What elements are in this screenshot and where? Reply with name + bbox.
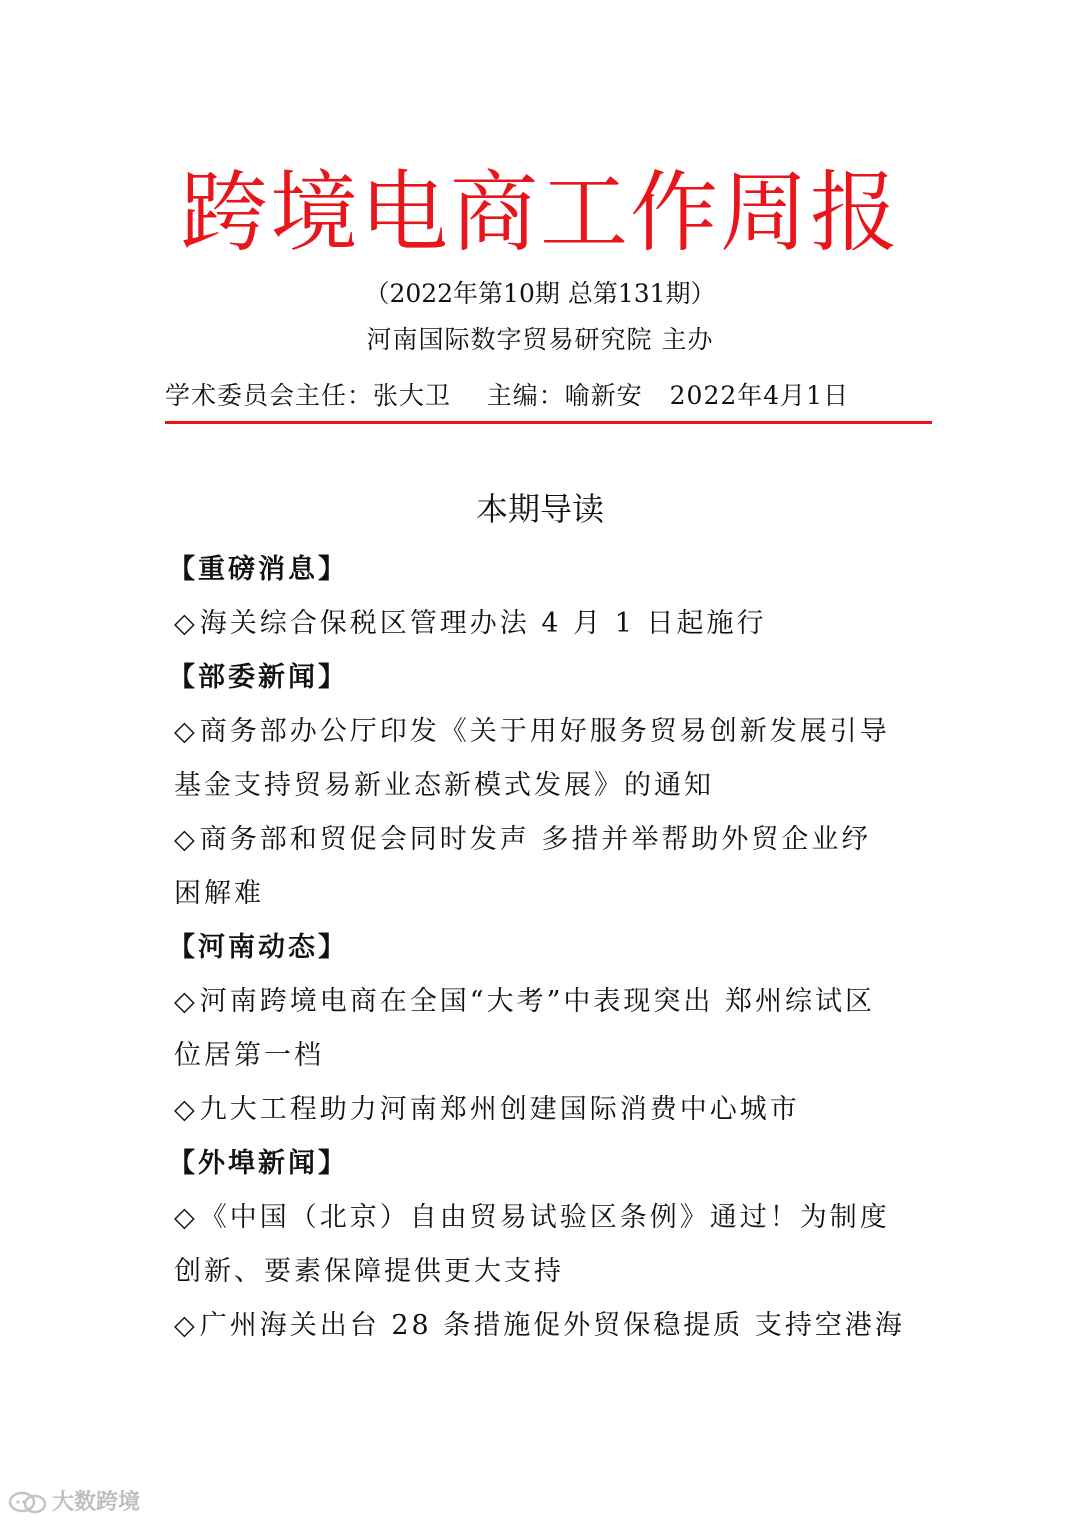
- toc-entry: [174, 597, 919, 651]
- section-label: 【重磅消息】: [168, 554, 348, 585]
- watermark-text: 大数跨境: [52, 1490, 141, 1515]
- toc-entry-text: 河南跨境电商在全国“大考”中表现突出 郑州综试区: [199, 986, 875, 1017]
- chat-bubble-logo-icon: [8, 1490, 48, 1516]
- toc-entry: [174, 975, 919, 1029]
- toc-entry-text: 商务部和贸促会同时发声 多措并举帮助外贸企业纾: [199, 824, 872, 855]
- toc-entry-text: 《中国（北京）自由贸易试验区条例》通过！为制度: [199, 1202, 890, 1233]
- toc-heading: 本期导读: [475, 490, 604, 528]
- toc-entry-continuation: [174, 867, 919, 921]
- issue-number: （2022年第10期 总第131期）: [364, 279, 716, 308]
- sponsor-line: 河南国际数字贸易研究院 主办: [366, 325, 714, 354]
- section-label: 【河南动态】: [168, 932, 348, 963]
- toc-entry-continuation: [174, 1029, 919, 1083]
- toc-entry-text: 位居第一档: [174, 1040, 324, 1071]
- toc-entry: [174, 705, 919, 759]
- diamond-bullet-icon: ◇: [174, 824, 198, 855]
- toc-entry-text: 创新、要素保障提供更大支持: [174, 1256, 564, 1287]
- toc-entry-text: 商务部办公厅印发《关于用好服务贸易创新发展引导: [199, 716, 890, 747]
- diamond-bullet-icon: ◇: [174, 1310, 198, 1341]
- diamond-bullet-icon: ◇: [174, 716, 198, 747]
- toc-entry-text: 困解难: [174, 878, 264, 909]
- diamond-bullet-icon: ◇: [174, 1202, 198, 1233]
- staff-and-date-line: 学术委员会主任：张大卫 主编：喻新安 2022年4月1日: [165, 381, 850, 410]
- section-label: 【外埠新闻】: [168, 1148, 348, 1179]
- watermark: [8, 1488, 140, 1518]
- diamond-bullet-icon: ◇: [174, 986, 198, 1017]
- newsletter-title: 跨境电商工作周报: [179, 161, 900, 264]
- red-divider-rule: [165, 421, 932, 424]
- toc-entry-text: 海关综合保税区管理办法 4 月 1 日起施行: [199, 608, 767, 639]
- toc-entry-text: 广州海关出台 28 条措施促外贸保稳提质 支持空港海: [199, 1310, 905, 1341]
- table-of-contents: [168, 543, 919, 1353]
- toc-entry-text: 九大工程助力河南郑州创建国际消费中心城市: [199, 1094, 800, 1125]
- toc-entry: [174, 1191, 919, 1245]
- toc-entry: [174, 1299, 919, 1353]
- toc-entry-text: 基金支持贸易新业态新模式发展》的通知: [174, 770, 714, 801]
- toc-entry: [174, 813, 919, 867]
- diamond-bullet-icon: ◇: [174, 1094, 198, 1125]
- section-label: 【部委新闻】: [168, 662, 348, 693]
- toc-entry-continuation: [174, 1245, 919, 1299]
- toc-entry-continuation: [174, 759, 919, 813]
- diamond-bullet-icon: ◇: [174, 608, 198, 639]
- toc-entry: [174, 1083, 919, 1137]
